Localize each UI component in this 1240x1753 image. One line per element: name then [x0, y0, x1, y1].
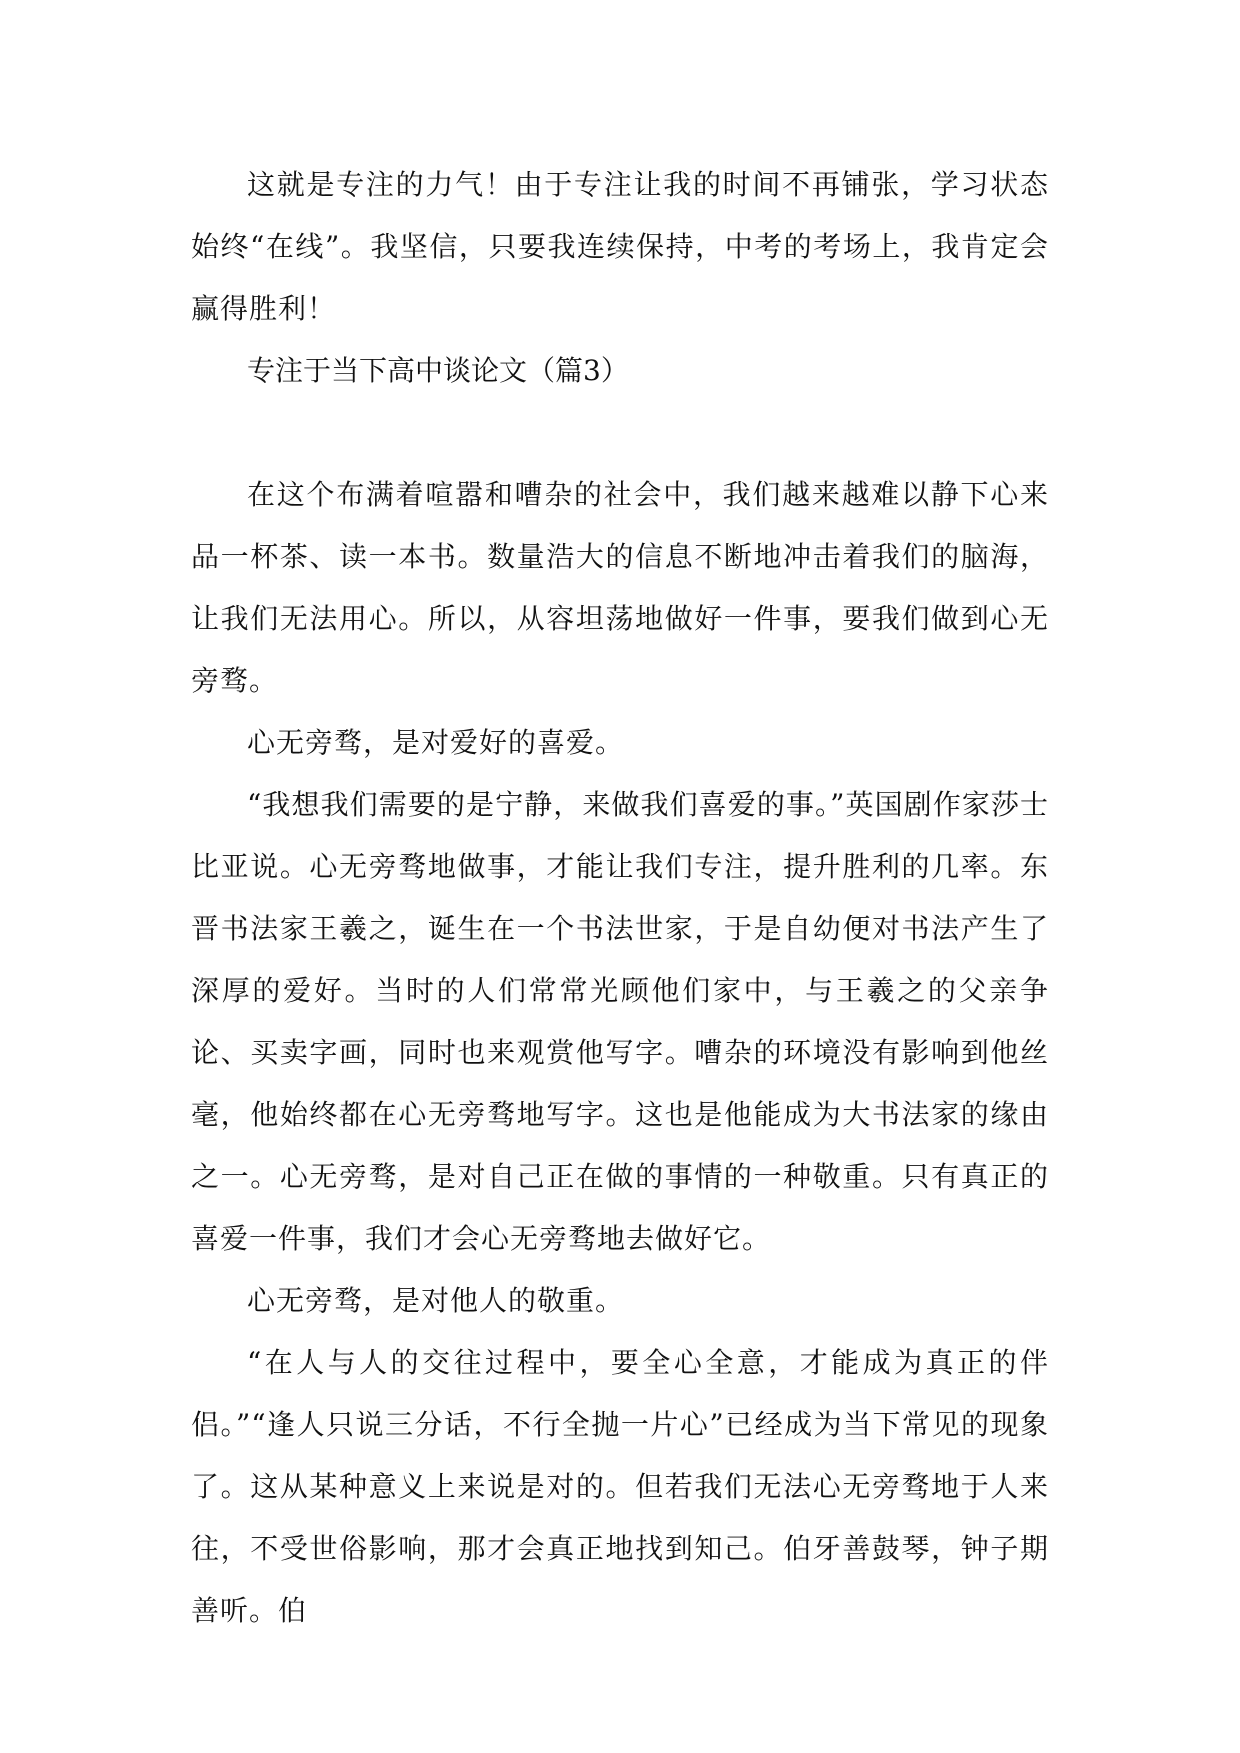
section-title: 专注于当下高中谈论文（篇3）: [247, 354, 629, 387]
paragraph: “我想我们需要的是宁静，来做我们喜爱的事。”英国剧作家莎士比亚说。心无旁骛地做事，才能让我们专注，提升胜利的几率。东晋书法家王羲之，诞生在一个书法世家，于是自幼便对书法产生了深厚的爱好。当时的人们常常光顾他们家中，与王羲之的父亲争论、买卖字画，同时也来观赏他写字。嘈杂的环境没有影响到他丝毫，他始终都在心无旁骛地写字。这也是他能成为大书法家的缘由之一。心无旁骛，是对自己正在做的事情的一种敬重。只有真正的喜爱一件事，我们才会心无旁骛地去做好它。: [191, 788, 1049, 1255]
paragraph: 心无旁骛，是对爱好的喜爱。: [247, 726, 625, 759]
paragraph: 在这个布满着喧嚣和嘈杂的社会中，我们越来越难以静下心来品一杯茶、读一本书。数量浩大的信息不断地冲击着我们的脑海，让我们无法用心。所以，从容坦荡地做好一件事，要我们做到心无旁骛。: [191, 478, 1049, 697]
paragraph: “在人与人的交往过程中，要全心全意，才能成为真正的伴侣。”“逢人只说三分话，不行全抛一片心”已经成为当下常见的现象了。这从某种意义上来说是对的。但若我们无法心无旁骛地于人来往，不受世俗影响，那才会真正地找到知己。伯牙善鼓琴，钟子期善听。伯: [191, 1346, 1049, 1627]
document-body: [191, 154, 1049, 1642]
paragraph: 这就是专注的力气！由于专注让我的时间不再铺张，学习状态始终“在线”。我坚信，只要我连续保持，中考的考场上，我肯定会赢得胜利！: [191, 168, 1049, 325]
paragraph: 心无旁骛，是对他人的敬重。: [247, 1284, 625, 1317]
blank-line: [191, 402, 1049, 464]
